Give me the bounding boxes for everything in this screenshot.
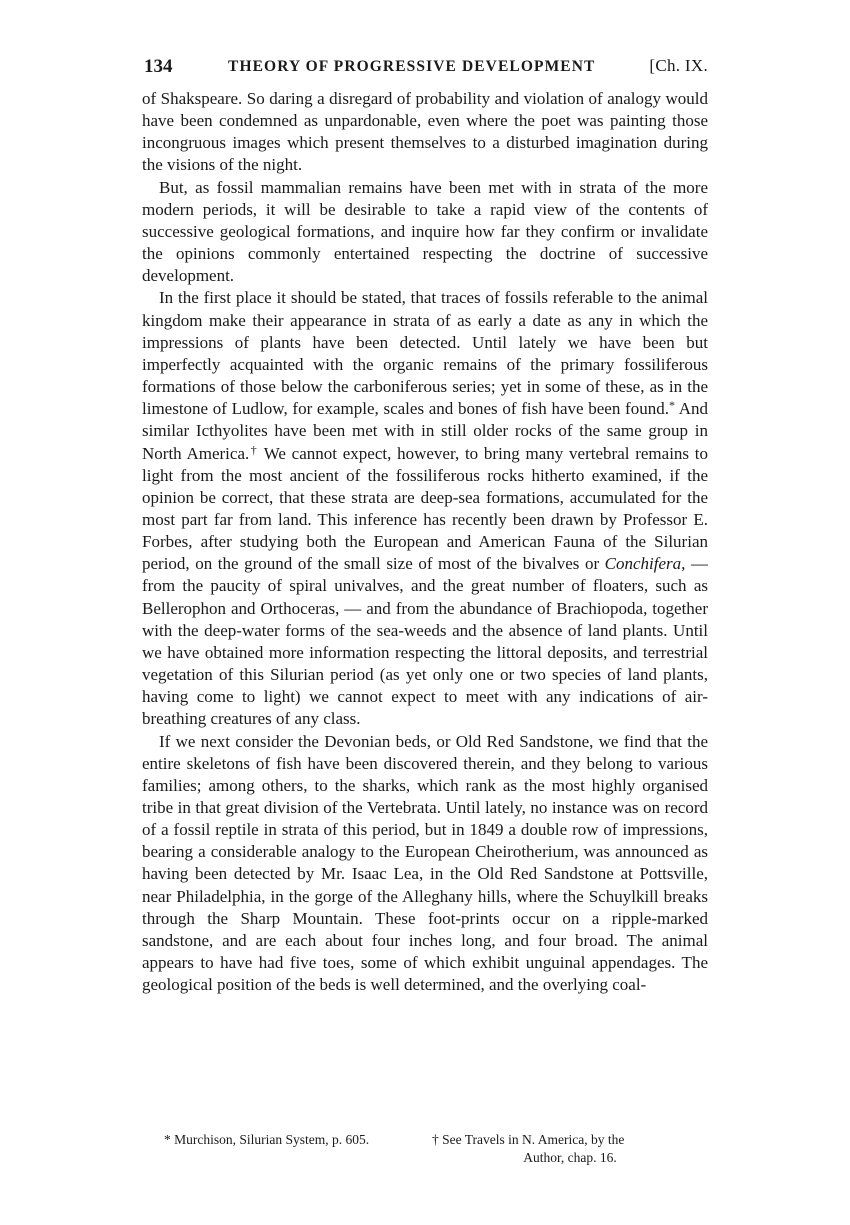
paragraph-3-part-1: In the first place it should be stated, that traces of fossils referable to the animal kingdom make their appearance in strata of as early a date as any in which the impressions of plants have been detected. Until lately we have been but imperfectly acquainted with the organic remains of the primary fossiliferous formations of those below the carboniferous series; yet in some of these, as in the limestone of Ludlow, for example, scales and bones of fish have been found. [142,288,708,419]
paragraph-1: of Shakspeare. So daring a disregard of probability and violation of analogy would have been condemned as unpardonable, even where the poet was painting those incongruous images which present themselves to a disturbed imagination during the visions of the night. [142,89,708,175]
paragraph-3-part-2: And similar Icthyolites have been met with in still older rocks of the same group in North America. [142,399,708,463]
footnote-2-line-2: Author, chap. 16. [523,1150,617,1165]
paragraph-3 [142,287,708,730]
footnote-2-line-1: † See Travels in N. America, by the [432,1132,625,1147]
footnote-ref-1: * [668,398,675,413]
paragraph-2: But, as fossil mammalian remains have been met with in strata of the more modern periods, it will be desirable to take a rapid view of the contents of successive geological formations, and inquire how far they confirm or invalidate the opinions commonly entertained respecting the doctrine of successive development. [142,177,708,286]
paragraph-3-part-3: We cannot expect, however, to bring many vertebral remains to light from the most ancient of the fossiliferous rocks hitherto examined, if the opinion be correct, that these strata are deep-sea formations, accumulated for the most part far from land. This inference has recently been drawn by Professor E. Forbes, after studying both the European and American Fauna of the Silurian period, on the ground of the small size of most of the bivalves or [142,443,708,574]
page-number: 134 [144,56,173,77]
footnote-ref-2: † [249,442,259,457]
running-header [142,56,708,84]
footnote-1-text: * Murchison, Silurian System, p. 605. [164,1132,370,1147]
footnote-2 [432,1131,708,1167]
chapter-label: [Ch. IX. [649,56,708,75]
italic-term: Conchifera, [604,554,686,574]
paragraph-3-part-4: — from the paucity of spiral univalves, and the great number of floaters, such as Bellerophon and Orthoceras, — and from the abundance of Brachiopoda, together with the deep-water forms of the sea-weeds and the absence of land plants. Until we have obtained more information respecting the littoral deposits, and terrestrial vegetation of this Silurian period (as yet only one or two species of land plants, having come to light) we cannot expect to meet with any indications of air-breathing creatures of any class. [142,554,708,729]
running-title: THEORY OF PROGRESSIVE DEVELOPMENT [228,58,596,75]
paragraph-4: If we next consider the Devonian beds, or Old Red Sandstone, we find that the entire skeletons of fish have been discovered therein, and they belong to various families; among others, to the sharks, which rank as the most highly organised tribe in that great division of the Vertebrata. Until lately, no instance was on record of a fossil reptile in strata of this period, but in 1849 a double row of impressions, bearing a considerable analogy to the European Cheirotherium, was announced as having been detected by Mr. Isaac Lea, in the Old Red Sandstone at Pottsville, near Philadelphia, in the gorge of the Alleghany hills, where the Schuylkill breaks through the Sharp Mountain. These foot-prints occur on a ripple-marked sandstone, and are each about four inches long, and four broad. The animal appears to have had five toes, some of which exhibit unguinal appendages. The geological position of the beds is well determined, and the overlying coal- [142,731,708,995]
footnote-1 [142,1131,408,1149]
body-text [142,88,708,996]
